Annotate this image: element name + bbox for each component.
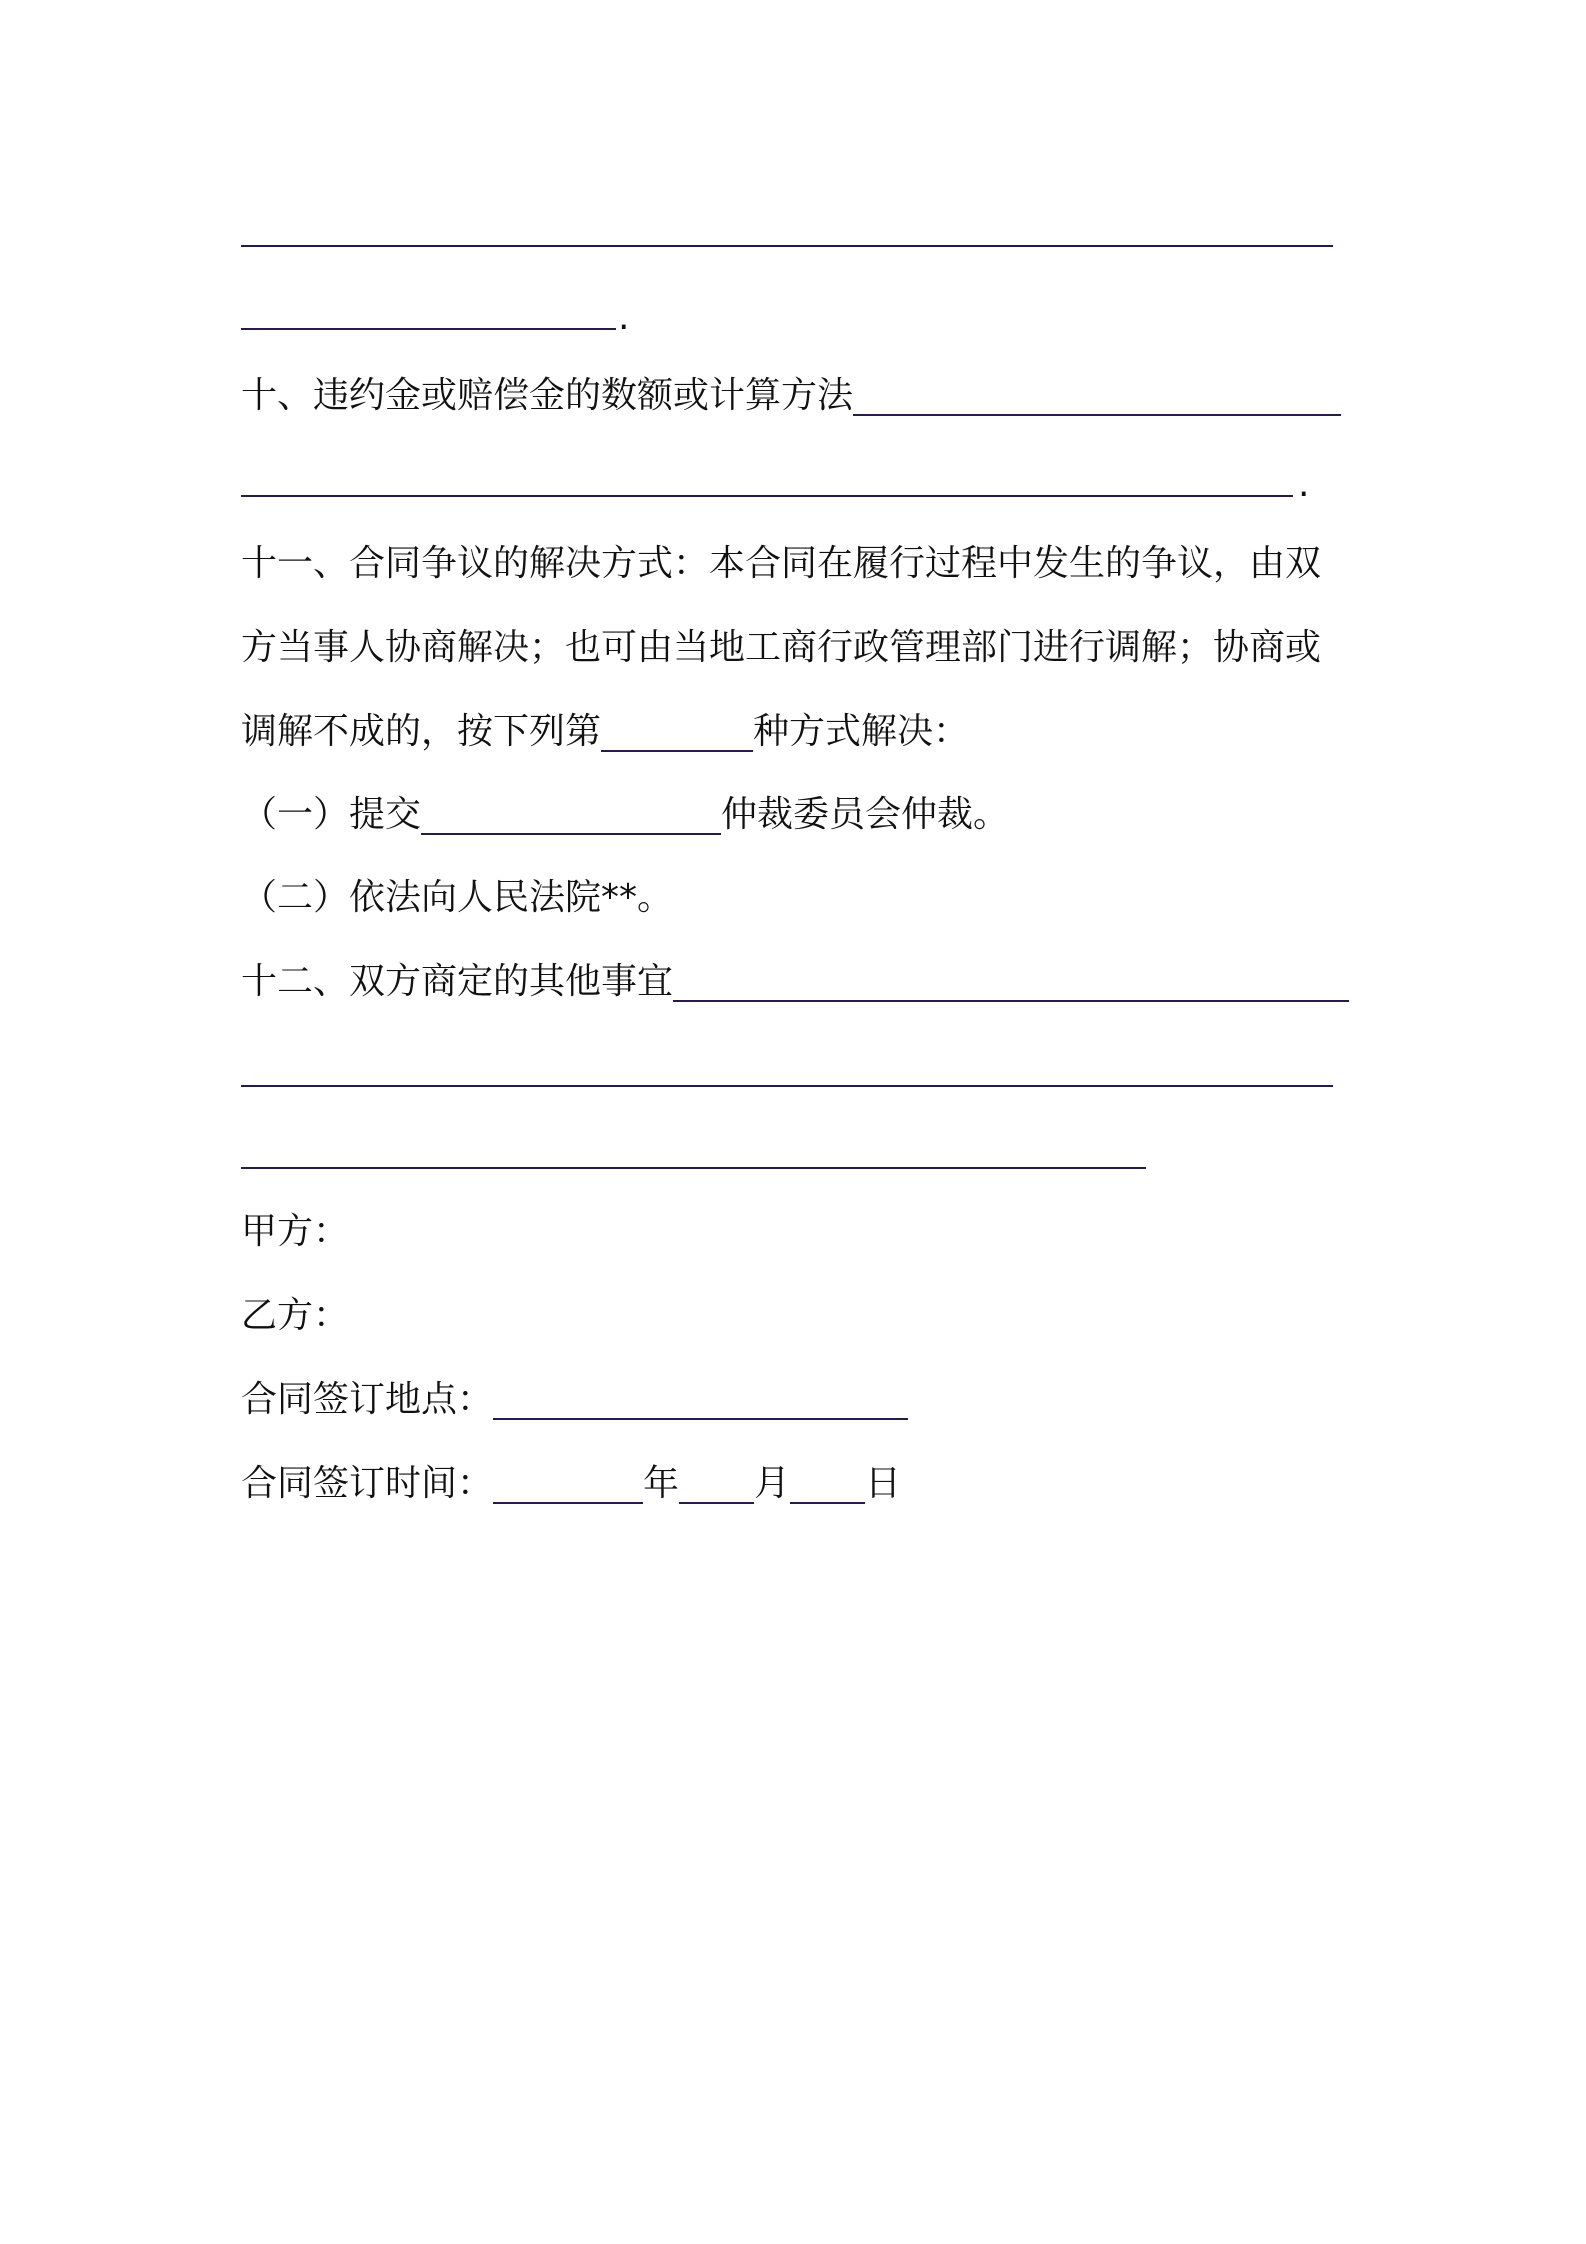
section-11-line-3-prefix: 调解不成的，按下列第: [241, 711, 602, 752]
option-1-prefix: （一）提交: [241, 794, 422, 835]
continuation-end-mark: .: [618, 297, 630, 338]
year-label: 年: [643, 1463, 680, 1504]
option-1-suffix: 仲裁委员会仲裁。: [721, 794, 1010, 835]
section-11-line-3: [241, 702, 969, 762]
section-12-heading-line: [241, 952, 1349, 1012]
section-11-line-2: 方当事人协商解决；也可由当地工商行政管理部门进行调解；协商或: [241, 627, 1322, 668]
signing-place-label: 合同签订地点：: [241, 1379, 494, 1420]
signing-day-blank: [790, 1460, 865, 1504]
other-matters-blank-line-2: [241, 1085, 1333, 1087]
signing-time-line: [241, 1454, 901, 1514]
signing-place-line: [241, 1370, 908, 1430]
section-10-heading-line: [241, 366, 1341, 426]
section-10-label: 十、违约金或赔偿金的数额或计算方法: [241, 375, 854, 416]
day-label: 日: [865, 1463, 902, 1504]
signing-place-blank: [493, 1376, 908, 1420]
section-11-line-3-suffix: 种方式解决：: [753, 711, 970, 752]
penalty-amount-blank-line-2: [241, 495, 1293, 497]
party-b-label: 乙方：: [241, 1295, 350, 1336]
section-10-end-mark: .: [1298, 464, 1310, 505]
section-11-line-1: 十一、合同争议的解决方式：本合同在履行过程中发生的争议，由双: [241, 543, 1322, 584]
penalty-amount-blank: [853, 372, 1341, 416]
month-label: 月: [754, 1463, 791, 1504]
signing-month-blank: [679, 1460, 754, 1504]
other-matters-blank: [673, 958, 1349, 1002]
other-matters-blank-line-3: [241, 1167, 1146, 1169]
arbitration-commission-blank: [421, 791, 721, 835]
section-12-label: 十二、双方商定的其他事宜: [241, 961, 674, 1002]
section-11-option-2: （二）依法向人民法院**。: [241, 877, 674, 918]
blank-line-continuation-1: [241, 245, 1333, 247]
party-a-label: 甲方：: [241, 1211, 350, 1252]
dispute-method-number-blank: [601, 708, 753, 752]
blank-line-continuation-2: [241, 328, 616, 330]
section-11-option-1: [241, 785, 1009, 845]
signing-time-label: 合同签订时间：: [241, 1463, 494, 1504]
signing-year-blank: [493, 1460, 643, 1504]
